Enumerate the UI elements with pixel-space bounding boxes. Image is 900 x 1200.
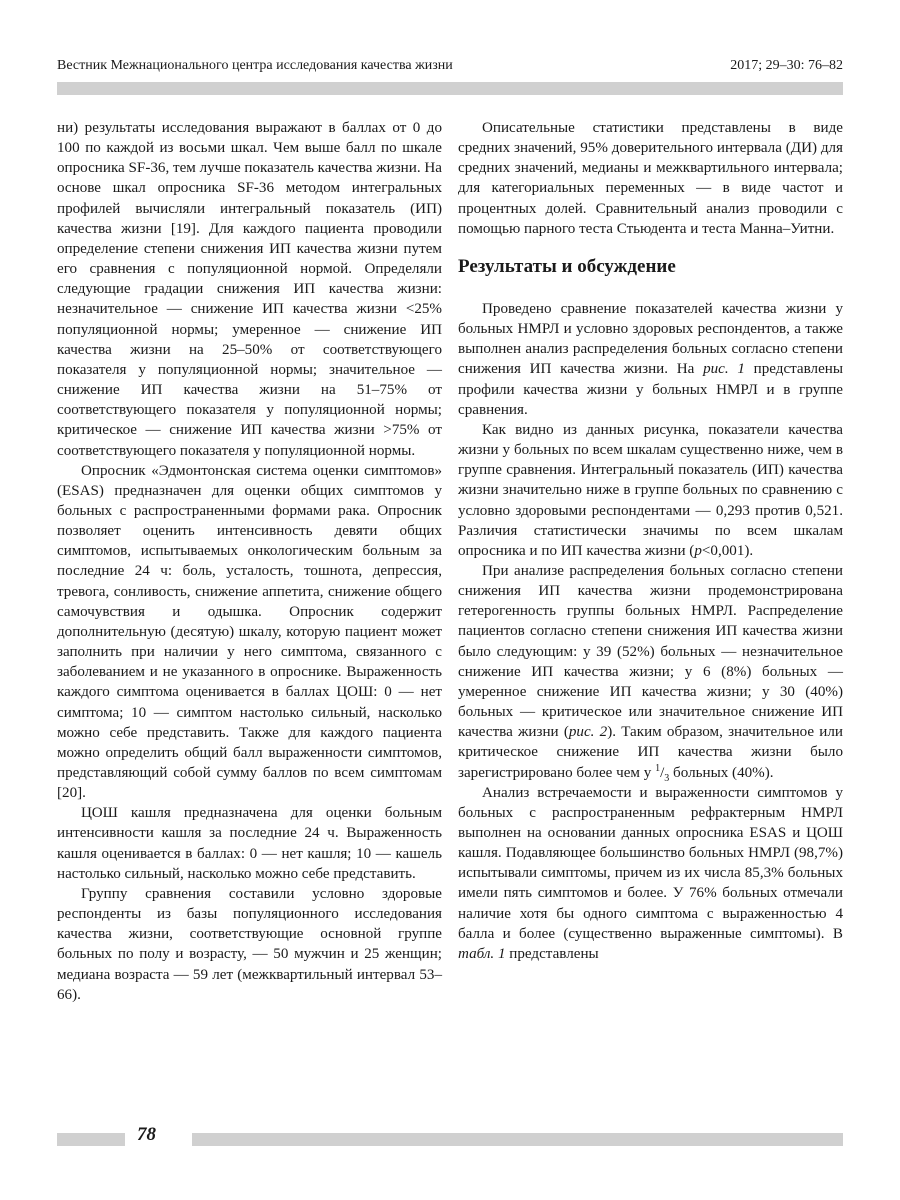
left-column [57,118,442,1005]
text-run: <0,001). [701,542,754,559]
page-number: 78 [137,1124,156,1145]
journal-title: Вестник Межнационального центра исследования качества жизни [57,58,453,73]
figure-ref: рис. 1 [703,361,745,378]
text-run: больных (40%). [669,764,774,781]
p-value-symbol: p [694,542,702,559]
fraction-denominator: 3 [664,772,670,784]
paragraph: ЦОШ кашля предназначена для оценки больным интенсивности кашля за последние 24 ч. Выраженность кашля оценивается в баллах: 0 — нет кашля; 10 — кашель настолько сильный, насколько можно себе представить. [57,805,442,882]
text-run: Анализ встречаемости и выраженности симптомов у больных с распространенным рефрактерным НМРЛ выполнен на основании данных опросника ESAS и ЦОШ кашля. Подавляющее большинство больных НМРЛ (98,7%) испытывали симптомы, причем из их числа 85,3% больных имели пять симптомов и более. У 76% больных отмечали наличие хотя бы одного симптома с выраженностью 4 балла и более (существенно выраженные симптомы). В [458,784,843,942]
text-run: представлены [505,945,599,962]
footer-bar-right [192,1133,843,1146]
paragraph: Описательные статистики представлены в виде средних значений, 95% доверительного интервала (ДИ) для средних значений, медианы и межквартильного интервала; для категориальных переменных — в виде частот и процентных долей. Сравнительный анализ проводили с помощью парного теста Стьюдента и теста Манна–Уитни. [458,120,843,237]
text-run: Проведено сравнение показателей качества жизни у больных НМРЛ и условно здоровых респондентов, а также выполнен анализ распределения больных согласно степени снижения ИП качества жизни. На [458,300,843,378]
table-ref: табл. 1 [458,945,506,962]
paragraph [458,420,843,561]
text-run: ). Таким образом, значительное или критическое снижение ИП качества жизни было зарегистрировано более чем у [458,724,843,781]
text-run: При анализе распределения больных согласно степени снижения ИП качества жизни продемонстрирована гетерогенность группы больных НМРЛ. Распределение пациентов согласно степени снижения ИП качества жизни было следующим: у 39 (52%) больных — незначительное снижение ИП качества жизни; у 6 (8%) больных — умеренное снижение ИП качества жизни; у 30 (40%) больных — критическое или значительное снижение ИП качества жизни ( [458,562,843,741]
paragraph: При анализе распределения больных согласно степени снижения ИП качества жизни продемонстрирована гетерогенность группы больных НМРЛ. Распределение пациентов согласно степени снижения ИП качества жизни было следующим: у 39 (52%) больных — незначительное снижение ИП качества жизни; у 6 (8%) больных — умеренное снижение ИП качества жизни; у 30 (40%) больных — критическое или значительное снижение ИП качества жизни (рис. 2). Таким образом, значительное или критическое снижение ИП качества жизни было зарегистрировано более чем у $^1/_3$ больных (40%). [458,562,843,784]
paragraph: Опросник «Эдмонтонская система оценки симптомов» (ESAS) предназначен для оценки общих симптомов у больных с распространенными формами рака. Опросник позволяет оценить интенсивность девяти общих симптомов, испытываемых онкологическим больным за последние 24 ч: боль, усталость, тошнота, депрессия, тревога, сонливость, снижение аппетита, снижение общего самочувствия и одышка. Опросник содержит дополнительную (десятую) шкалу, которую пациент может заполнить при наличии у него симптома, связанного с заболеванием и не указанного в опроснике. Выраженность каждого симптома оценивается в баллах ЦОШ: 0 — нет симптома; 10 — симптом настолько сильный, насколько можно себе представить. Также для каждого пациента можно определить общий балл выраженности симптомов, представляющий собой сумму баллов по всем симптомам [20]. [57,462,442,802]
citation: 2017; 29–30: 76–82 [730,58,843,73]
paragraph [458,299,843,420]
header-bar [57,82,843,95]
right-column [458,118,843,964]
fraction-numerator: 1 [655,762,661,774]
figure-ref: рис. 2 [568,724,608,741]
running-header [57,58,843,80]
footer-bar-left [57,1133,125,1146]
text-run: представлены профили качества жизни у больных НМРЛ и в группе сравнения. [458,361,844,418]
paragraph: ни) результаты исследования выражают в баллах от 0 до 100 по каждой из восьми шкал. Чем выше балл по шкале опросника SF-36, тем лучше показатель качества жизни. На основе шкал опросника SF-36 методом интегральных профилей вычисляли интегральный показатель (ИП) качества жизни [19]. Для каждого пациента проводили определение степени снижения ИП качества жизни путем его сравнения с популяционной нормой. Определяли следующие градации снижения ИП качества жизни: незначительное — снижение ИП качества жизни <25% популяционной нормы; умеренное — снижение ИП качества жизни на 25–50% от соответствующего показателя у популяционной нормы; значительное — снижение ИП качества жизни на 51–75% от соответствующего показателя у популяционной нормы; критическое — снижение ИП качества жизни >75% от соответствующего показателя у популяционной нормы. [57,120,442,459]
paragraph [458,783,843,964]
paragraph: Группу сравнения составили условно здоровые респонденты из базы популяционного исследования качества жизни, соответствующие основной группе больных по полу и возрасту, — 50 мужчин и 25 женщин; медиана возраста — 59 лет (межквартильный интервал 53–66). [57,885,442,1003]
text-run: Как видно из данных рисунка, показатели качества жизни у больных по всем шкалам существенно ниже, чем в группе сравнения. Интегральный показатель (ИП) качества жизни значительно ниже в группе больных по сравнению с условно здоровыми респондентами — 0,293 против 0,521. Различия статистически значимы по всем шкалам опросника и по ИП качества жизни ( [458,421,843,559]
section-heading: Результаты и обсуждение [458,255,676,277]
